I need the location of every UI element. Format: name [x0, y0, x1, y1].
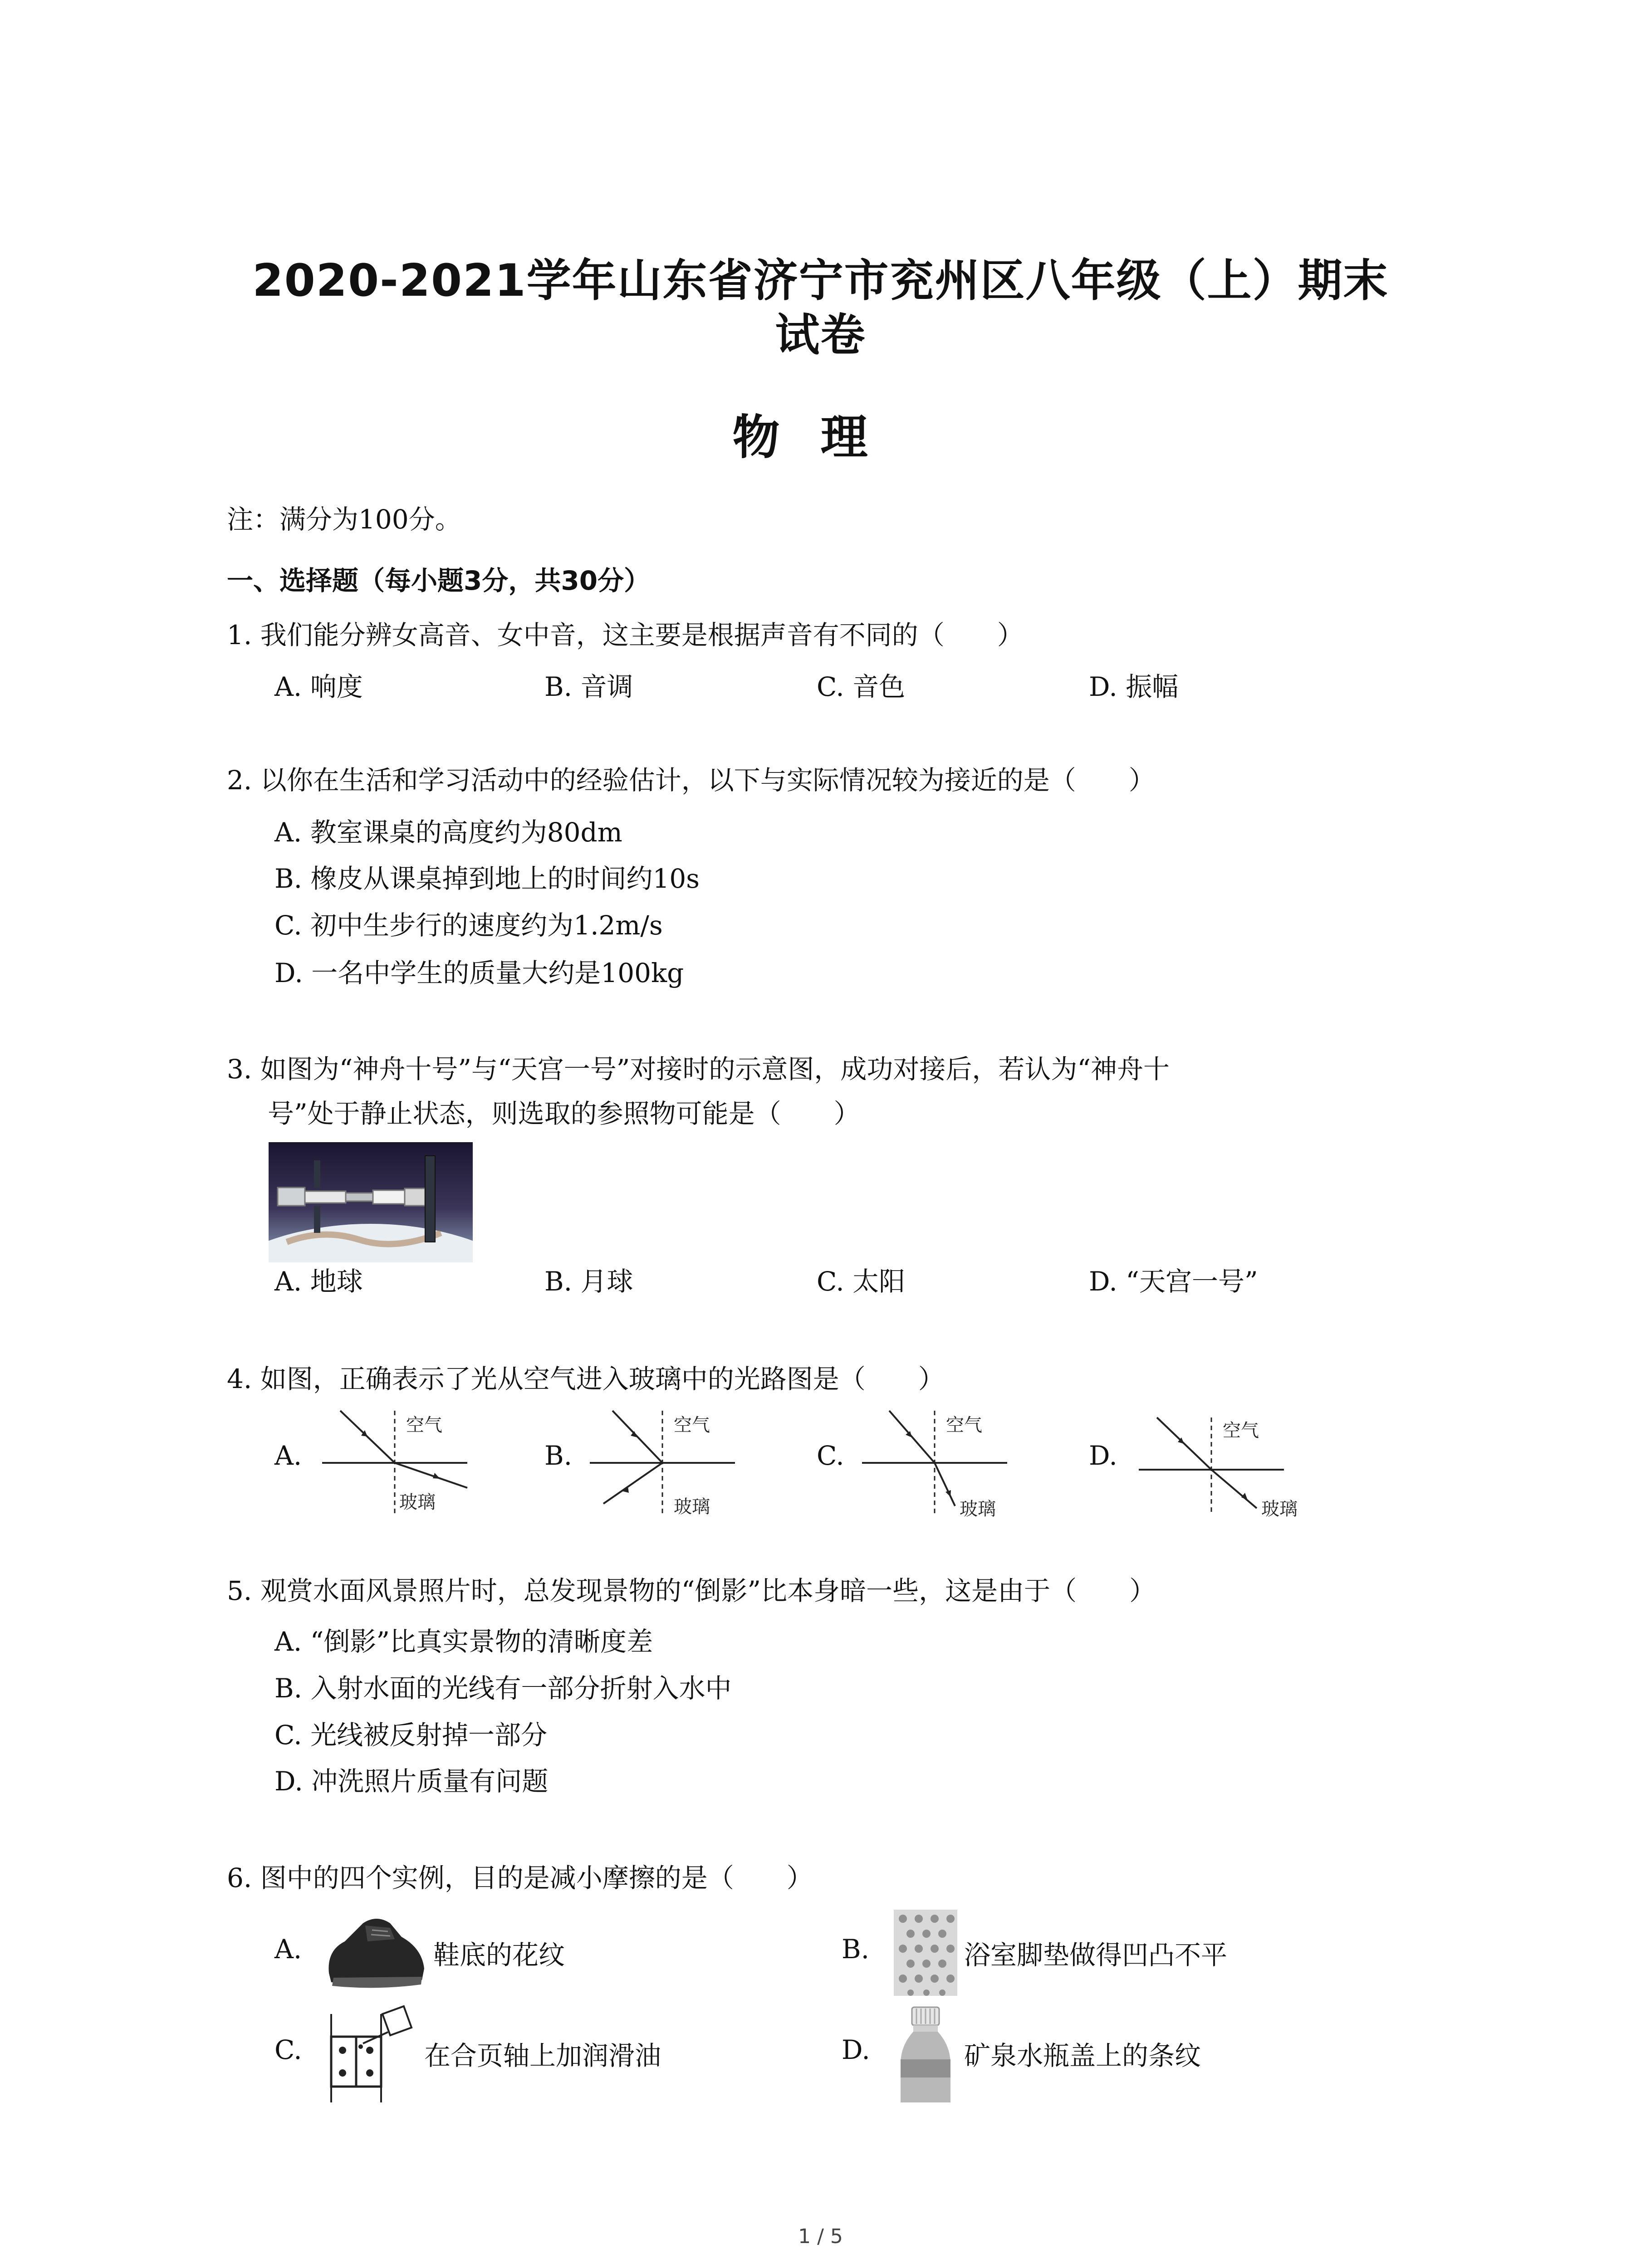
question-3-stem-line1: 3. 如图为“神舟十号”与“天宫一号”对接时的示意图，成功对接后，若认为“神舟十 [227, 1054, 1170, 1085]
question-1-option-c[interactable]: C. 音色 [817, 671, 906, 702]
label-air: 空气 [1223, 1420, 1259, 1441]
light-path-diagram-c[interactable] [857, 1404, 1012, 1522]
question-6-option-a-text[interactable]: 鞋底的花纹 [433, 1940, 565, 1970]
light-path-diagram-a[interactable] [318, 1404, 472, 1522]
label-glass: 玻璃 [1261, 1499, 1298, 1520]
question-3-option-c[interactable]: C. 太阳 [817, 1266, 906, 1297]
question-5-option-c[interactable]: C. 光线被反射掉一部分 [274, 1720, 548, 1750]
question-6-option-b-letter[interactable]: B. [842, 1934, 870, 1965]
question-6-option-c-text[interactable]: 在合页轴上加润滑油 [424, 2040, 661, 2071]
question-4-option-a[interactable]: A. [274, 1440, 302, 1471]
label-air: 空气 [674, 1415, 710, 1436]
page-number: 1 / 5 [798, 2225, 843, 2248]
spacecraft-docking-image [269, 1142, 473, 1262]
bath-mat-image[interactable] [892, 1907, 960, 1998]
question-6-option-d-letter[interactable]: D. [842, 2034, 870, 2065]
question-5-option-a[interactable]: A. “倒影”比真实景物的清晰度差 [274, 1626, 653, 1657]
question-4-option-d[interactable]: D. [1089, 1440, 1117, 1471]
question-4-stem: 4. 如图，正确表示了光从空气进入玻璃中的光路图是（ ） [227, 1364, 945, 1394]
question-5-option-b[interactable]: B. 入射水面的光线有一部分折射入水中 [274, 1673, 732, 1704]
label-air: 空气 [406, 1415, 442, 1436]
question-1-option-b[interactable]: B. 音调 [544, 671, 633, 702]
question-2-option-c[interactable]: C. 初中生步行的速度约为1.2m/s [274, 910, 663, 941]
hinge-oil-image[interactable] [322, 2005, 422, 2105]
label-glass: 玻璃 [674, 1496, 710, 1517]
question-4-option-c[interactable]: C. [817, 1440, 844, 1471]
question-1-stem: 1. 我们能分辨女高音、女中音，这主要是根据声音有不同的（ ） [227, 620, 1024, 650]
question-3-option-a[interactable]: A. 地球 [274, 1266, 363, 1297]
question-2-option-a[interactable]: A. 教室课桌的高度约为80dm [274, 817, 622, 848]
question-6-option-d-text[interactable]: 矿泉水瓶盖上的条纹 [964, 2040, 1201, 2071]
question-3-stem-line2: 号”处于静止状态，则选取的参照物可能是（ ） [268, 1098, 860, 1129]
question-6-stem: 6. 图中的四个实例，目的是减小摩擦的是（ ） [227, 1862, 813, 1893]
question-6-option-a-letter[interactable]: A. [274, 1934, 302, 1965]
label-air: 空气 [946, 1415, 982, 1436]
exam-title-line2: 试卷 [775, 309, 866, 361]
question-6-option-c-letter[interactable]: C. [274, 2034, 302, 2065]
light-path-diagram-d[interactable] [1130, 1404, 1311, 1522]
label-glass: 玻璃 [960, 1499, 996, 1520]
question-2-option-b[interactable]: B. 橡皮从课桌掉到地上的时间约10s [274, 863, 700, 894]
question-3-option-d[interactable]: D. “天宫一号” [1089, 1266, 1258, 1297]
question-1-option-d[interactable]: D. 振幅 [1089, 671, 1179, 702]
shoe-image[interactable] [322, 1905, 431, 1996]
label-glass: 玻璃 [399, 1492, 436, 1513]
question-1-option-a[interactable]: A. 响度 [274, 671, 363, 702]
section-heading-multiple-choice: 一、选择题（每小题3分，共30分） [227, 565, 651, 596]
question-5-option-d[interactable]: D. 冲洗照片质量有问题 [274, 1766, 549, 1797]
score-note: 注：满分为100分。 [227, 504, 461, 535]
light-path-diagram-b[interactable] [585, 1404, 740, 1522]
question-2-option-d[interactable]: D. 一名中学生的质量大约是100kg [274, 958, 684, 988]
question-2-stem: 2. 以你在生活和学习活动中的经验估计，以下与实际情况较为接近的是（ ） [227, 765, 1155, 796]
question-6-option-b-text[interactable]: 浴室脚垫做得凹凸不平 [964, 1940, 1228, 1970]
exam-title-line1: 2020-2021学年山东省济宁市兖州区八年级（上）期末 [252, 255, 1389, 307]
subject-title: 物理 [732, 409, 909, 465]
question-4-option-b[interactable]: B. [544, 1440, 573, 1471]
question-5-stem: 5. 观赏水面风景照片时，总发现景物的“倒影”比本身暗一些，这是由于（ ） [227, 1575, 1156, 1606]
bottle-cap-image[interactable] [892, 2005, 960, 2105]
question-3-option-b[interactable]: B. 月球 [544, 1266, 633, 1297]
